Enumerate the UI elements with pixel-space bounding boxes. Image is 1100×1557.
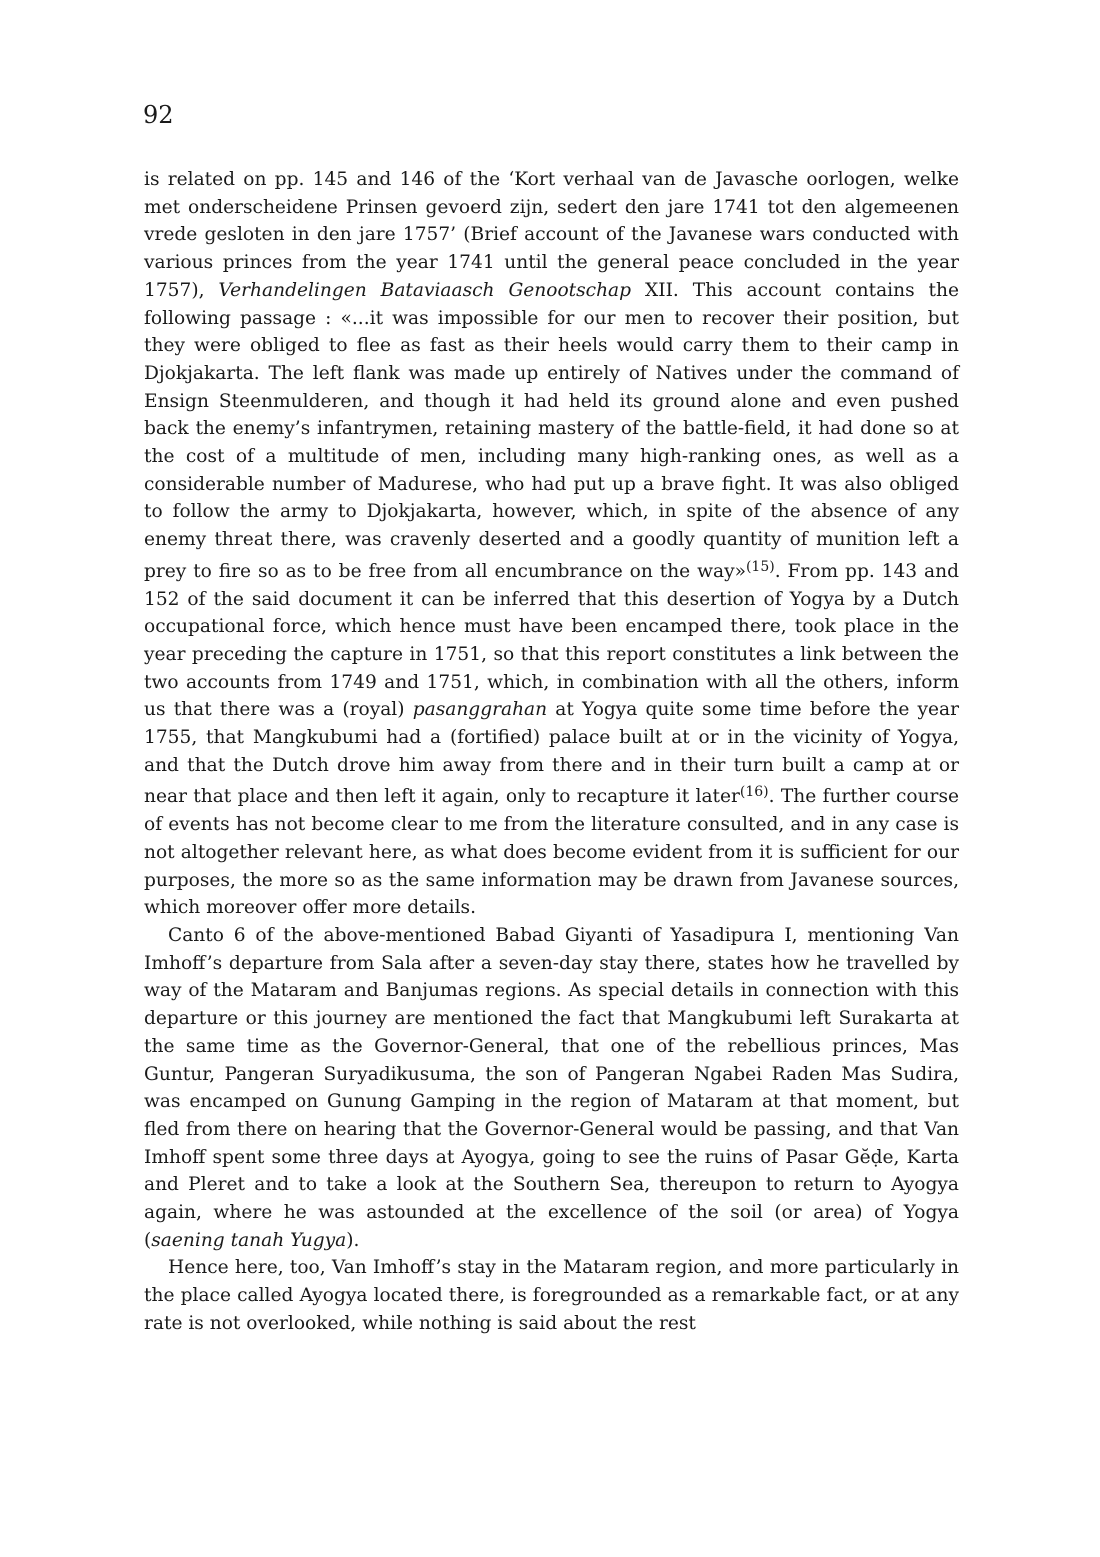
- page-number: 92: [143, 101, 174, 129]
- text-span: . From pp. 143 and 152 of the said document it can be inferred that this desertion of Yogya by a Dutch occupational force, which hence must have been encamped there, took place in the year preceding the capture in 1751, so that this report constitutes a link between the two accounts from 1749 and 1751, which, in combination with all the others, inform us that there was a (royal): [144, 560, 959, 721]
- italic-title: Verhandelingen Bataviaasch Genootschap: [218, 279, 632, 301]
- text-span: XII. This account contains the following passage : «...it was impossible for our men to recover their position, but they were obliged to flee as fast as their heels would carry them to their camp in Djokjakarta. The left flank was made up entirely of Natives under the command of Ensign Steenmulderen, and though it had held its ground alone and even pushed back the enemy’s infantrymen, retaining mastery of the battle-field, it had done so at the cost of a multitude of men, including many high-ranking ones, as well as a considerable number of Madurese, who had put up a brave fight. It was also obliged to follow the army to Djokjakarta, however, which, in spite of the absence of any enemy threat there, was cravenly deserted and a goodly quantity of munition left a prey to fire so as to be free from all encumbrance on the way»: [144, 279, 959, 582]
- italic-term: pasanggrahan: [412, 699, 548, 721]
- text-span: at Yogya quite some time before the year 1755, that Mangkubumi had a (fortified) palace built at or in the vicinity of Yogya, and that the Dutch drove him away from there and in their turn built a camp at or near that place and then left it again, only to recapture it later: [144, 699, 959, 808]
- text-span: ).: [346, 1229, 360, 1251]
- text-span: . The further course of events has not become clear to me from the literature consulted, and in any case is not altogether relevant here, as what does become evident from it is sufficient for our purposes, the more so as the same information may be drawn from Javanese sources, which moreover offer more details.: [144, 786, 959, 919]
- footnote-ref-15: (15): [745, 558, 775, 575]
- text-span: Canto 6 of the above-mentioned Babad Giyanti of Yasadipura I, mentioning Van Imhoff’s departure from Sala after a seven-day stay there, states how he travelled by way of the Mataram and Banjumas regions. As special details in connection with this departure or this journey are mentioned the fact that Mangkubumi left Surakarta at the same time as the Governor-General, that one of the rebellious princes, Mas Guntur, Pangeran Suryadikusuma, the son of Pangeran Ngabei Raden Mas Sudira, was encamped on Gunung Gamping in the region of Mataram at that moment, but fled from there on hearing that the Governor-General would be passing, and that Van Imhoff spent some three days at Ayogya, going to see the ruins of Pasar Gĕḍe, Karta and Pleret and to take a look at the Southern Sea, thereupon to return to Ayogya again, where he was astounded at the excellence of the soil (or area) of Yogya (: [144, 924, 959, 1251]
- body-text: [144, 166, 959, 1338]
- paragraph-3: [144, 1254, 959, 1337]
- italic-term: saening tanah Yugya: [151, 1229, 347, 1251]
- footnote-ref-16: (16): [739, 784, 769, 801]
- text-span: Hence here, too, Van Imhoff’s stay in the Mataram region, and more particularly in the place called Ayogya located there, is foregrounded as a remarkable fact, or at any rate is not overlooked, while nothing is said about the rest: [144, 1257, 959, 1334]
- paragraph-1: [144, 166, 959, 922]
- text-span: is related on pp. 145 and 146 of the ‘Kort verhaal van de Javasche oorlogen, welke met onderscheidene Prinsen gevoerd zijn, sedert den jare 1741 tot den algemeenen vrede gesloten in den jare 1757’ (Brief account of the Javanese wars conducted with various princes from the year 1741 until the general peace concluded in the year 1757),: [144, 169, 959, 301]
- paragraph-2: [144, 922, 959, 1254]
